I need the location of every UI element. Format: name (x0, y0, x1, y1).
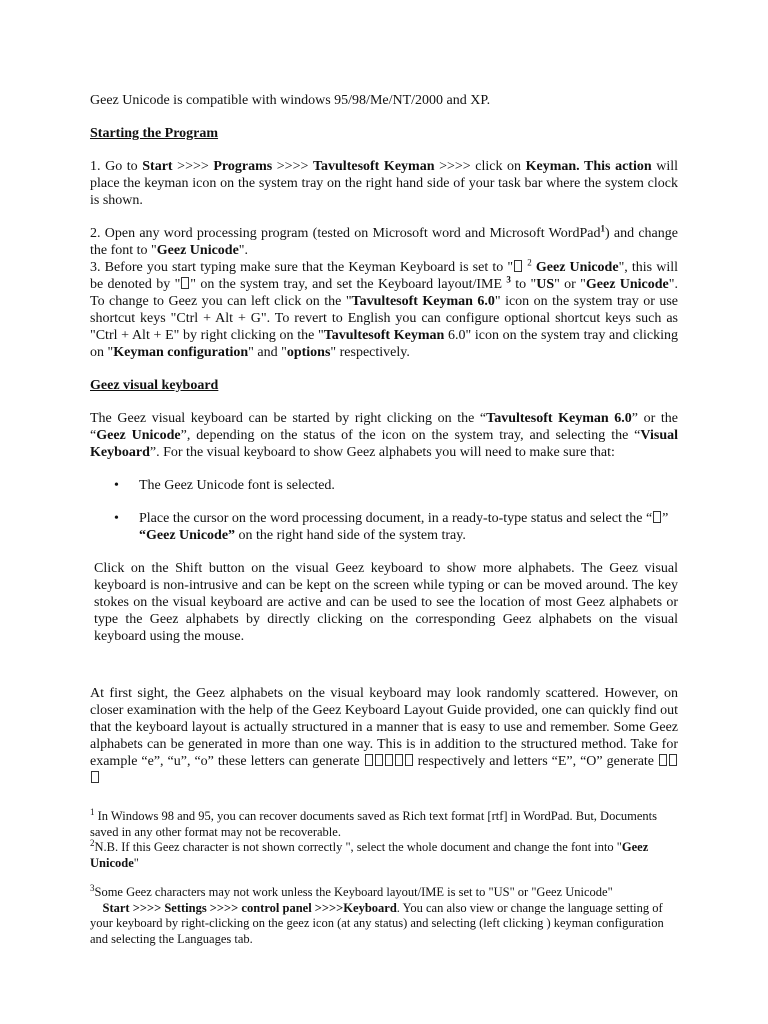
geez-glyph-icon (375, 754, 383, 766)
footnote-1: $^1$ In Windows 98 and 95, you can recover documents saved as Rich text format [rtf] in WordPad. But, Documents saved in any other format may not be recoverable. (90, 806, 657, 839)
geez-glyph-icon (395, 754, 403, 766)
bullet-icon: • (114, 511, 119, 526)
geez-glyph-icon (365, 754, 373, 766)
geez-glyph-icon (659, 754, 667, 766)
footnote-3: $^3$Some Geez characters may not work unless the Keyboard layout/IME is set to "US" or "Geez Unicode" Start >>>> Settings >>>> control panel >>>>Keyboard. You can also view or change the language setting of your keyboard by right-clicking on the geez icon (at any status) and selecting (left clicking ) keyman configuration and selecting the Languages tab. (90, 882, 664, 946)
footnote-2: $^2$N.B. If this Geez character is not shown correctly ", select the whole document and change the font into "Geez Unicode" (90, 837, 649, 870)
bullet-icon: • (114, 478, 119, 493)
geez-glyph-icon (91, 771, 99, 783)
intro-paragraph: Geez Unicode is compatible with windows 95/98/Me/NT/2000 and XP. (90, 93, 491, 108)
first-sight-paragraph: At first sight, the Geez alphabets on the visual keyboard may look randomly scattered. However, on closer examination with the help of the Geez Keyboard Layout Guide provided, one can quickly find out that the keyboard layout is actually structured in a manner that is easy to use and remember. Some Geez alphabets can be generated in more than one way. This is in addition to the structured method. Take for example “e”, “u”, “o” these letters can generate respectively and letters “E”, “O” generate (90, 685, 678, 787)
list-item: • Place the cursor on the word processing document, in a ready-to-type status and select the “ ” “Geez Unicode” on the right hand side of the system tray. (114, 511, 669, 543)
heading-starting-program: Starting the Program (90, 126, 219, 141)
geez-glyph-icon (405, 754, 413, 766)
heading-geez-visual-keyboard: Geez visual keyboard (90, 378, 219, 393)
visual-keyboard-paragraph: The Geez visual keyboard can be started by right clicking on the “Tavultesoft Keyman 6.0” or the “Geez Unicode”, depending on the status of the icon on the system tray, and selecting the “Visual Keyboard”. For the visual keyboard to show Geez alphabets you will need to make sure that: (90, 411, 678, 460)
geez-glyph-icon (181, 277, 189, 289)
geez-glyph-icon (669, 754, 677, 766)
shift-button-paragraph: Click on the Shift button on the visual Geez keyboard to show more alphabets. The Geez visual keyboard is non-intrusive and can be kept on the screen while typing or can be moved around. The key stokes on the visual keyboard are active and can be used to see the location of most Geez alphabets or type the Geez alphabets by directly clicking on the corresponding Geez alphabets on the visual keyboard using the mouse. (94, 561, 678, 644)
step-2-paragraph: 2. Open any word processing program (tested on Microsoft word and Microsoft WordPad$^1$) and change the font to "Geez Unicode". (90, 223, 678, 258)
step-3-paragraph: 3. Before you start typing make sure that the Keyman Keyboard is set to " $^2$ Geez Unicode", this will be denoted by " " on the system tray, and set the Keyboard layout/IME $^3$ to "US" or "Geez Unicode". To change to Geez you can left click on the "Tavultesoft Keyman 6.0" icon on the system tray or use shortcut keys "Ctrl + Alt + G". To revert to English you can configure optional shortcut keys such as "Ctrl + Alt + E" by right clicking on the "Tavultesoft Keyman 6.0" icon on the system tray and clicking on "Keyman configuration" and "options" respectively. (90, 257, 679, 360)
geez-glyph-icon (514, 260, 522, 272)
geez-glyph-icon (653, 511, 661, 523)
list-item: • The Geez Unicode font is selected. (114, 478, 335, 493)
document-page (90, 92, 678, 947)
geez-glyph-icon (385, 754, 393, 766)
step-1-paragraph: 1. Go to Start >>>> Programs >>>> Tavultesoft Keyman >>>> click on Keyman. This action will place the keyman icon on the system tray on the right hand side of your task bar where the system clock is shown. (90, 159, 678, 208)
requirements-list (90, 477, 678, 544)
